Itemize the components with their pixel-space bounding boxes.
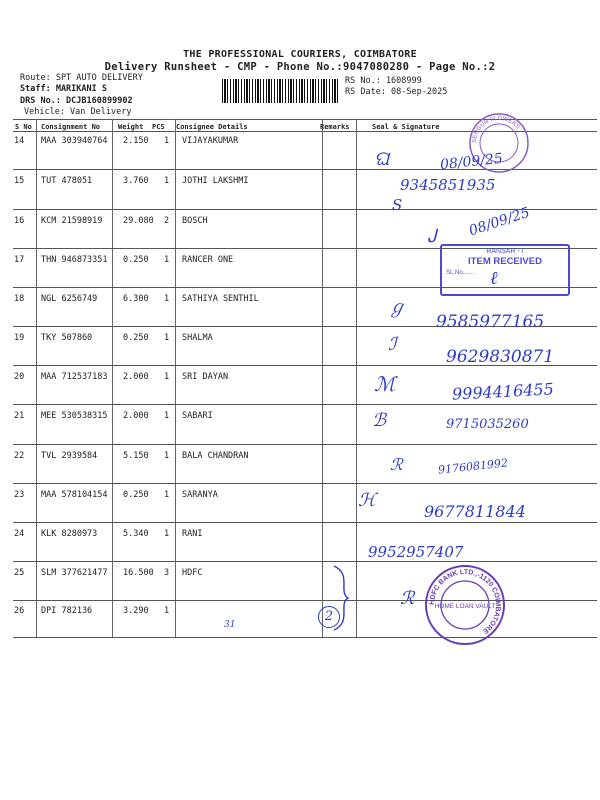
hw-phone-22: 9176081992 — [437, 456, 509, 477]
col-consignment: Consignment No — [41, 123, 101, 131]
consignee: BALA CHANDRAN — [182, 451, 249, 461]
sno: 22 — [14, 451, 25, 461]
consignment-no: MAA 578104154 — [41, 490, 108, 500]
weight: 0.250 — [123, 333, 149, 343]
hdfc-outer-text: HDFC BANK LTD.,-1120 COIMBATORE — [428, 568, 502, 635]
signature-row-21: ℬ — [372, 410, 387, 431]
signature-row-20: ℳ — [374, 372, 396, 396]
consignment-no: MEE 530538315 — [41, 411, 108, 421]
col-pcs: PCS — [152, 123, 165, 131]
weight: 0.250 — [123, 255, 149, 265]
consignee: SATHIYA SENTHIL — [182, 294, 259, 304]
sno: 15 — [14, 176, 25, 186]
weight: 5.150 — [123, 451, 149, 461]
consignee: SRI DAYAN — [182, 372, 229, 382]
svg-text:HDFC BANK LTD.,-1120 COIMBATOR — [429, 569, 501, 635]
stamp-sl-text: SL.No....... — [446, 270, 475, 276]
weight: 2.000 — [123, 411, 149, 421]
weight: 5.340 — [123, 529, 149, 539]
weight: 0.250 — [123, 490, 149, 500]
signature-row-14: ଘ — [374, 146, 390, 170]
row-divider — [13, 444, 597, 445]
table-row — [0, 451, 600, 463]
consignee: SABARI — [182, 411, 213, 421]
table-bottom-border — [13, 637, 597, 638]
route: Route: SPT AUTO DELIVERY — [20, 73, 143, 83]
svg-text:SENGUN FLOWERS — [472, 116, 521, 143]
signature-row-19: ℐ — [388, 334, 397, 355]
round-seal-text: SENGUN FLOWERS — [471, 115, 521, 144]
weight: 29.080 — [123, 216, 154, 226]
sno: 16 — [14, 216, 25, 226]
pcs: 3 — [164, 568, 170, 578]
row-divider — [13, 561, 597, 562]
consignee: SARANYA — [182, 490, 218, 500]
row-divider — [13, 404, 597, 405]
pcs: 1 — [164, 176, 170, 186]
consignment-no: DPI 782136 — [41, 606, 93, 616]
sno: 19 — [14, 333, 25, 343]
col-remarks: Remarks — [320, 123, 350, 131]
consignee: SHALMA — [182, 333, 213, 343]
barcode — [222, 79, 338, 103]
col-sno: S No — [15, 123, 32, 131]
staff: Staff: MARIKANI S — [20, 84, 107, 94]
weight: 3.760 — [123, 176, 149, 186]
sno: 21 — [14, 411, 25, 421]
pcs: 1 — [164, 529, 170, 539]
consignment-no: TUT 478051 — [41, 176, 93, 186]
hdfc-inner-text: HOME LOAN VAULT — [434, 603, 496, 610]
table-row — [0, 176, 600, 188]
signature-row-16: Ꭻ — [428, 226, 437, 247]
signature-row-22: ℛ — [390, 455, 403, 474]
consignment-no: SLM 377621477 — [41, 568, 108, 578]
consignee: RANI — [182, 529, 203, 539]
sno: 24 — [14, 529, 25, 539]
consignment-no: MAA 712537183 — [41, 372, 108, 382]
pcs: 1 — [164, 606, 170, 616]
hw-phone-23: 9677811844 — [424, 502, 526, 521]
weight: 16.500 — [123, 568, 154, 578]
pcs: 1 — [164, 451, 170, 461]
hw-date-16: 08/09/25 — [467, 204, 532, 240]
hw-phone-24: 9952957407 — [368, 543, 464, 561]
rs-date: RS Date: 08-Sep-2025 — [345, 87, 448, 97]
consignment-no: KCM 21598919 — [41, 216, 103, 226]
pcs: 1 — [164, 255, 170, 265]
row-divider — [13, 600, 597, 601]
title: THE PROFESSIONAL COURIERS, COIMBATORE — [183, 49, 417, 60]
signature-row-17: ℓ — [490, 268, 498, 289]
col-seal: Seal & Signature — [372, 123, 440, 131]
hw-phone-21: 9715035260 — [446, 417, 529, 432]
consignee: VIJAYAKUMAR — [182, 136, 239, 146]
consignee: BOSCH — [182, 216, 208, 226]
sno: 25 — [14, 568, 25, 578]
rs-no: RS No.: 1608999 — [345, 76, 422, 86]
hw-phone-18: 9585977165 — [436, 312, 545, 332]
drs-no: DRS No.: DCJB160899902 — [20, 96, 133, 106]
pcs: 1 — [164, 490, 170, 500]
row-divider — [13, 522, 597, 523]
consignment-no: NGL 6256749 — [41, 294, 98, 304]
subtitle: Delivery Runsheet - CMP - Phone No.:9047080280 - Page No.:2 — [104, 61, 496, 73]
table-row — [0, 568, 600, 580]
consignment-no: KLK 8280973 — [41, 529, 98, 539]
signature-row-26: ℛ — [400, 588, 415, 609]
pcs: 1 — [164, 136, 170, 146]
hw-circled-26: 2 — [318, 606, 340, 628]
col-consignee: Consignee Details — [176, 123, 248, 131]
hw-date-14: 08/09/25 — [439, 150, 504, 174]
sno: 18 — [14, 294, 25, 304]
signature-row-18: ℊ — [388, 297, 406, 318]
signature-row-23: ℋ — [358, 490, 376, 511]
stamp-top-text: RANSAR - I — [486, 248, 524, 255]
pcs: 1 — [164, 294, 170, 304]
consignment-no: THN 946873351 — [41, 255, 108, 265]
table-row — [0, 529, 600, 541]
vehicle: Vehicle: Van Delivery — [24, 107, 132, 117]
pcs: 1 — [164, 333, 170, 343]
pcs: 2 — [164, 216, 170, 226]
row-divider — [13, 483, 597, 484]
sno: 14 — [14, 136, 25, 146]
table-row — [0, 490, 600, 502]
hw-phone-15: 9345851935 — [400, 176, 496, 194]
hw-phone-20: 9994416455 — [451, 379, 555, 404]
table-row — [0, 606, 600, 618]
weight: 6.300 — [123, 294, 149, 304]
weight: 2.150 — [123, 136, 149, 146]
weight: 3.290 — [123, 606, 149, 616]
sno: 20 — [14, 372, 25, 382]
bracket-mark — [330, 562, 356, 634]
consignment-no: TVL 2939584 — [41, 451, 98, 461]
stamp-main-text: ITEM RECEIVED — [468, 256, 542, 267]
consignment-no: TKY 507860 — [41, 333, 93, 343]
consignee: RANCER ONE — [182, 255, 234, 265]
signature-row-15b: S — [392, 196, 403, 214]
hdfc-bank-stamp — [424, 564, 506, 646]
hw-note-26: 31 — [224, 620, 236, 630]
consignment-no: MAA 303940764 — [41, 136, 108, 146]
pcs: 1 — [164, 411, 170, 421]
sno: 26 — [14, 606, 25, 616]
table-row — [0, 333, 600, 345]
weight: 2.000 — [123, 372, 149, 382]
pcs: 1 — [164, 372, 170, 382]
sno: 23 — [14, 490, 25, 500]
col-weight: Weight — [118, 123, 144, 131]
hw-phone-19: 9629830871 — [446, 347, 555, 367]
sno: 17 — [14, 255, 25, 265]
item-received-stamp — [440, 244, 570, 296]
consignee: JOTHI LAKSHMI — [182, 176, 249, 186]
consignee: HDFC — [182, 568, 203, 578]
